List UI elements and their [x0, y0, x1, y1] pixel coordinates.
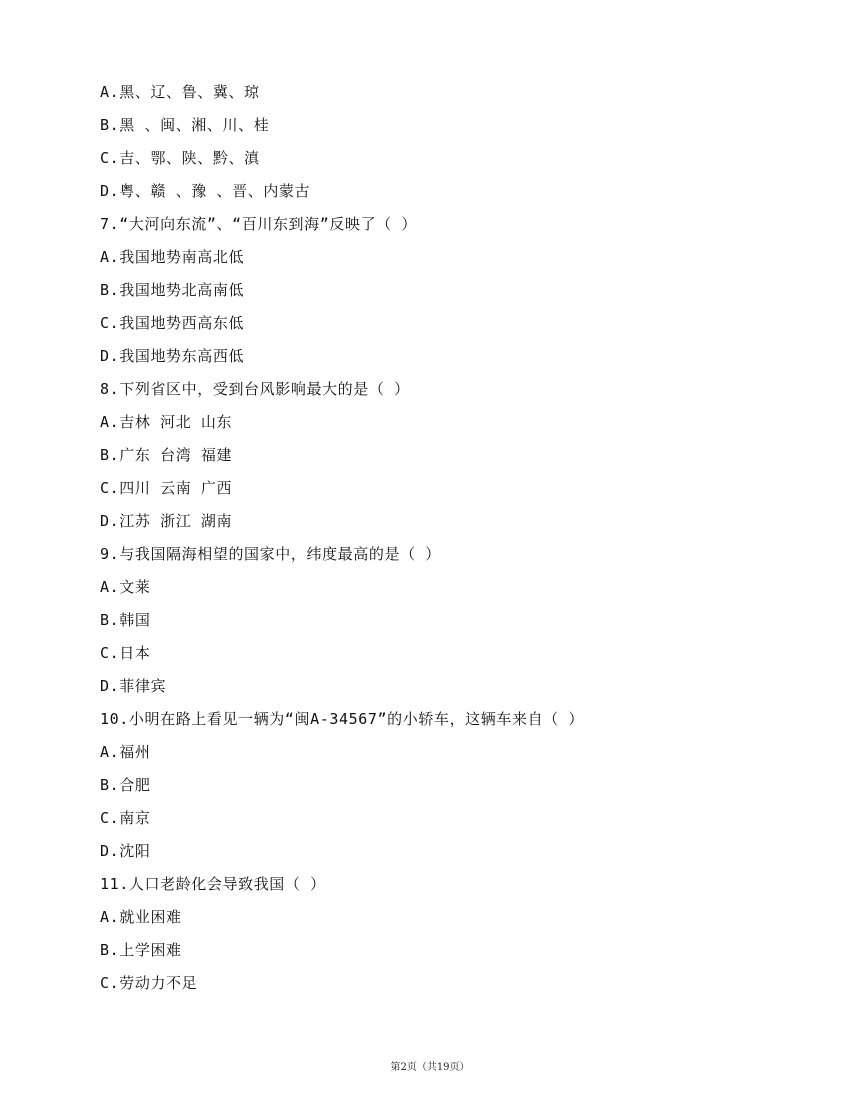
- option-line: D.江苏 浙江 湖南: [100, 512, 233, 530]
- option-line: A.黑、辽、鲁、冀、琼: [100, 83, 260, 101]
- question-7: 7.“大河向东流”、“百川东到海”反映了（ ）: [100, 215, 418, 233]
- question-list: [100, 76, 780, 1000]
- option-line: B.韩国: [100, 611, 151, 629]
- option-line: B.我国地势北高南低: [100, 281, 245, 299]
- question-9: 9.与我国隔海相望的国家中，纬度最高的是（ ）: [100, 545, 441, 563]
- option-line: C.我国地势西高东低: [100, 314, 245, 332]
- option-line: B.黑 、闽、湘、川、桂: [100, 116, 270, 134]
- option-line: B.广东 台湾 福建: [100, 446, 233, 464]
- page-footer: 第2页（共19页）: [390, 1062, 470, 1073]
- option-line: D.粤、赣 、豫 、晋、内蒙古: [100, 182, 311, 200]
- option-line: C.日本: [100, 644, 151, 662]
- option-line: B.上学困难: [100, 941, 182, 959]
- option-line: D.沈阳: [100, 842, 151, 860]
- option-line: A.我国地势南高北低: [100, 248, 245, 266]
- option-line: C.吉、鄂、陕、黔、滇: [100, 149, 260, 167]
- option-line: C.劳动力不足: [100, 974, 198, 992]
- option-line: C.南京: [100, 809, 151, 827]
- option-line: B.合肥: [100, 776, 151, 794]
- question-10: 10.小明在路上看见一辆为“闽A-34567”的小轿车，这辆车来自（ ）: [100, 710, 585, 728]
- option-line: A.吉林 河北 山东: [100, 413, 233, 431]
- option-line: A.就业困难: [100, 908, 182, 926]
- option-line: A.文莱: [100, 578, 151, 596]
- option-line: A.福州: [100, 743, 151, 761]
- option-line: D.菲律宾: [100, 677, 167, 695]
- question-11: 11.人口老龄化会导致我国（ ）: [100, 875, 326, 893]
- option-line: D.我国地势东高西低: [100, 347, 245, 365]
- option-line: C.四川 云南 广西: [100, 479, 233, 497]
- question-8: 8.下列省区中，受到台风影响最大的是（ ）: [100, 380, 410, 398]
